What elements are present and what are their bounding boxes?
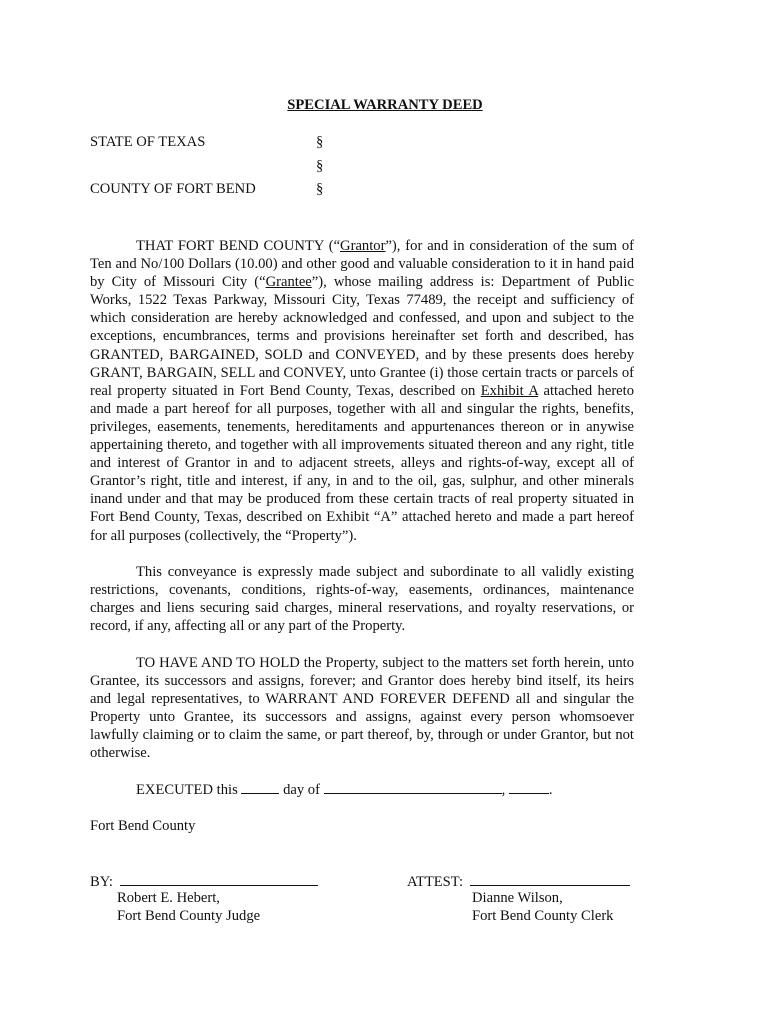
- by-signature-line[interactable]: [120, 872, 318, 886]
- grantor-term: Grantor: [340, 238, 386, 254]
- section-symbol-1: §: [316, 134, 324, 150]
- habendum-paragraph: TO HAVE AND TO HOLD the Property, subject to the matters set forth herein, unto Grantee, its successors and assigns, forever; and Grantor does hereby bind itself, its heirs and legal representatives, to WARRANT AND FOREVER DEFEND all and singular the Property unto Grantee, its successors and assigns, against every person whomsoever lawfully claiming or to claim the same, or part thereof, by, through or under Grantor, but not otherwise.: [90, 655, 634, 762]
- grantor-name: Fort Bend County: [90, 818, 196, 834]
- document-title: SPECIAL WARRANTY DEED: [287, 97, 483, 113]
- by-name: Robert E. Hebert,: [117, 890, 220, 906]
- by-line: BY:: [90, 872, 318, 891]
- section-symbol-2: §: [316, 158, 324, 174]
- grantee-term: Grantee: [265, 274, 312, 291]
- grant-paragraph: THAT FORT BEND COUNTY (“Grantor”), for and in consideration of the sum of Ten and No/100 Dollars (10.00) and other good and valuable consideration to it in hand paid by City of Missouri City (“Grantee”), whose mailing address is: Department of Public Works, 1522 Texas Parkway, Missouri City, Texas 77489, the receipt and sufficiency of which consideration are hereby acknowledged and confessed, and upon and subject to the exceptions, encumbrances, terms and provisions hereinafter set forth and described, has GRANTED, BARGAINED, SOLD and CONVEYED, and by these presents does hereby GRANT, BARGAIN, SELL and CONVEY, unto Grantee (i) those certain tracts or parcels of real property situated in Fort Bend County, Texas, described on Exhibit A attached hereto and made a part hereof for all purposes, together with all and singular the rights, benefits, privileges, easements, tenements, hereditaments and appurtenances thereon or in anywise appertaining thereto, and together with all improvements situated thereon and any right, title and interest of Grantor in and to adjacent streets, alleys and rights-of-way, except all of Grantor’s right, title and interest, if any, in and to the oil, gas, sulphur, and other minerals inand under and that may be produced from these certain tracts of real property situated in Fort Bend County, Texas, described on Exhibit “A” attached hereto and made a part hereof for all purposes (collectively, the “Property”).: [90, 238, 635, 544]
- attest-name: Dianne Wilson,: [472, 890, 563, 906]
- section-symbol-3: §: [316, 181, 324, 197]
- year-blank[interactable]: [509, 780, 549, 794]
- county-label: COUNTY OF FORT BEND: [90, 181, 256, 197]
- day-blank[interactable]: [241, 780, 279, 794]
- attest-signature-line[interactable]: [470, 872, 630, 886]
- exhibit-a-reference: Exhibit A: [480, 382, 539, 399]
- subject-paragraph: This conveyance is expressly made subject and subordinate to all validly existing restrictions, covenants, conditions, rights-of-way, easements, ordinances, maintenance charges and liens securing said charges, mineral reservations, and royalty reservations, or record, if any, affecting all or any part of the Property.: [90, 564, 634, 635]
- attest-line: ATTEST:: [407, 872, 630, 891]
- by-title: Fort Bend County Judge: [117, 908, 261, 924]
- attest-title: Fort Bend County Clerk: [472, 908, 614, 924]
- month-blank[interactable]: [324, 780, 502, 794]
- executed-line: EXECUTED this day of , .: [136, 782, 553, 798]
- state-label: STATE OF TEXAS: [90, 134, 206, 150]
